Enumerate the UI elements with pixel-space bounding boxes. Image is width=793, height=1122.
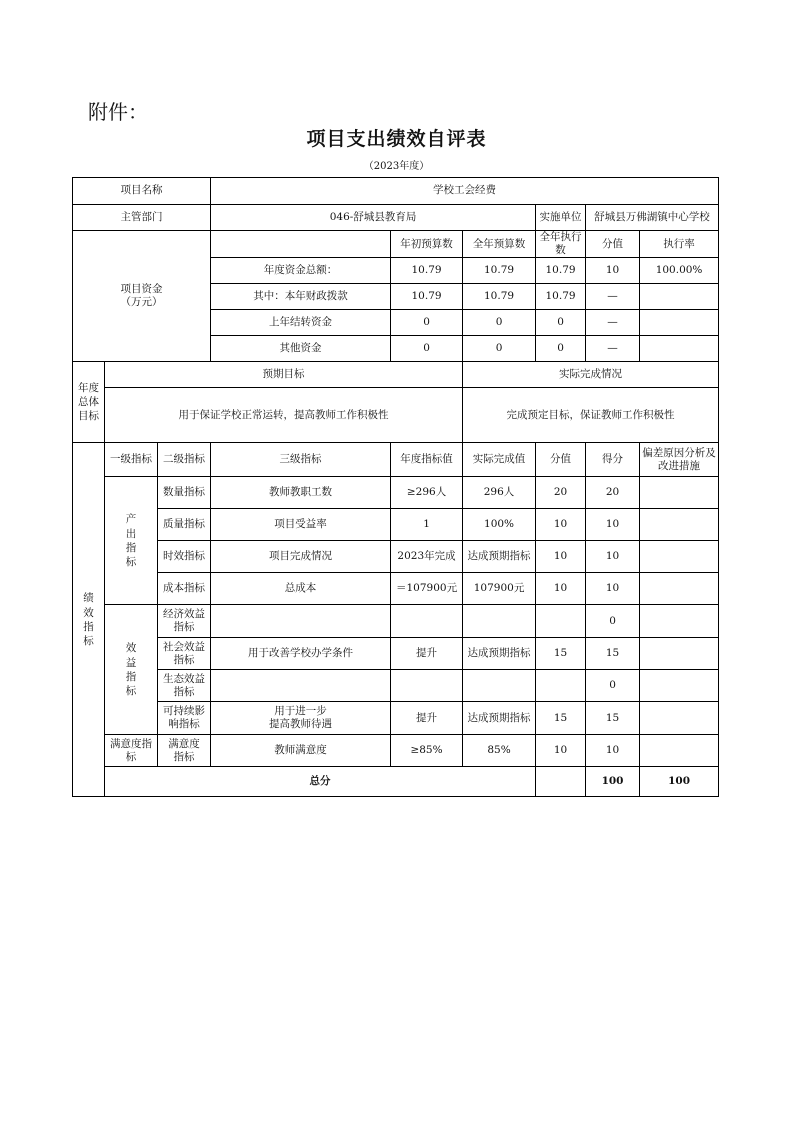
perf-header: 年度指标值 [391,443,463,477]
reason-cell [640,735,719,767]
actual-cell: 达成预期指标 [463,638,536,670]
funds-cell: — [586,284,640,310]
l3-cell: 教师教职工数 [211,477,391,509]
dept-value: 046-舒城县教育局 [211,205,536,231]
l2-cell: 时效指标 [158,541,211,573]
output-label-text: 产 出 指 标 [125,513,137,568]
funds-cell: — [586,310,640,336]
l2-cell [158,638,211,670]
l3-cell: 项目完成情况 [211,541,391,573]
score-cell: 15 [536,638,586,670]
goals-label [73,362,105,443]
funds-cell [640,284,719,310]
target-cell [391,605,463,638]
reason-cell [640,670,719,702]
target-cell [391,670,463,702]
funds-label-text: 项目资金 （万元） [120,283,163,309]
expected-goal: 用于保证学校正常运转，提高教师工作积极性 [105,388,463,443]
reason-cell [640,638,719,670]
target-cell: 提升 [391,638,463,670]
funds-row-label: 年度资金总额： [211,258,391,284]
funds-label [73,231,211,362]
l2-text: 可持续影 响指标 [163,705,206,731]
score-cell: 10 [536,509,586,541]
unit-label: 实施单位 [536,205,586,231]
l2-cell: 数量指标 [158,477,211,509]
actual-cell: 100% [463,509,536,541]
l2-cell: 质量指标 [158,509,211,541]
funds-row-label: 其中：本年财政拨款 [211,284,391,310]
actual-cell [463,670,536,702]
actual-cell: 107900元 [463,573,536,605]
satisfaction-label [105,735,158,767]
l2-cell: 成本指标 [158,573,211,605]
funds-header: 年初预算数 [391,231,463,258]
reason-cell [640,477,719,509]
benefit-label-text: 效 益 指 标 [125,642,137,697]
target-cell: 2023年完成 [391,541,463,573]
actual-cell: 85% [463,735,536,767]
reason-cell [640,541,719,573]
unit-value: 舒城县万佛湖镇中心学校 [586,205,719,231]
funds-cell: 0 [536,336,586,362]
project-name-label: 项目名称 [73,178,211,205]
funds-cell: 10.79 [463,258,536,284]
funds-cell: 10.79 [463,284,536,310]
funds-cell: 10.79 [391,258,463,284]
got-cell: 15 [586,702,640,735]
dept-label: 主管部门 [73,205,211,231]
l2-cell [158,670,211,702]
funds-row-label: 其他资金 [211,336,391,362]
reason-cell [640,702,719,735]
score-cell: 20 [536,477,586,509]
target-cell: ≥296人 [391,477,463,509]
total-score: 100 [586,767,640,797]
actual-cell: 达成预期指标 [463,541,536,573]
actual-cell: 达成预期指标 [463,702,536,735]
l2-text: 社会效益 指标 [163,640,206,666]
project-name-value: 学校工会经费 [211,178,719,205]
goals-label-text: 年度 总体 目标 [78,381,99,423]
funds-cell: — [586,336,640,362]
funds-cell: 0 [463,310,536,336]
l3-text: 用于进一步 提高教师待遇 [269,705,333,731]
target-cell: 提升 [391,702,463,735]
funds-cell [640,336,719,362]
reason-cell [640,573,719,605]
got-cell: 0 [586,605,640,638]
perf-header: 分值 [536,443,586,477]
target-cell: ＝107900元 [391,573,463,605]
l3-cell [211,605,391,638]
l3-cell: 用于改善学校办学条件 [211,638,391,670]
l2-text: 满意度 指标 [168,737,200,763]
perf-header: 三级指标 [211,443,391,477]
score-cell: 10 [536,735,586,767]
funds-header-blank [211,231,391,258]
l2-text: 生态效益 指标 [163,672,206,698]
perf-header [640,443,719,477]
funds-row-label: 上年结转资金 [211,310,391,336]
funds-cell: 10.79 [536,258,586,284]
l3-cell: 教师满意度 [211,735,391,767]
funds-header: 执行率 [640,231,719,258]
actual-cell [463,605,536,638]
reason-cell [640,509,719,541]
target-cell: 1 [391,509,463,541]
got-cell: 10 [586,735,640,767]
perf-header-text: 偏差原因分析及 改进措施 [642,446,716,472]
perf-header: 实际完成值 [463,443,536,477]
got-cell: 20 [586,477,640,509]
l2-text: 经济效益 指标 [163,608,206,634]
l3-cell: 项目受益率 [211,509,391,541]
funds-cell [640,310,719,336]
funds-cell: 10.79 [391,284,463,310]
satisfaction-label-text: 满意度指 标 [110,737,152,763]
perf-header: 一级指标 [105,443,158,477]
funds-cell: 10.79 [536,284,586,310]
score-cell: 10 [536,541,586,573]
page-title: 项目支出绩效自评表 [306,128,487,150]
actual-cell: 296人 [463,477,536,509]
funds-cell: 10 [586,258,640,284]
l3-cell [211,670,391,702]
funds-cell: 0 [391,310,463,336]
score-cell [536,670,586,702]
got-cell: 15 [586,638,640,670]
funds-cell: 0 [463,336,536,362]
l2-cell [158,605,211,638]
attachment-label: 附件： [88,100,148,124]
got-cell: 10 [586,573,640,605]
benefit-label [105,605,158,735]
score-cell: 10 [536,573,586,605]
target-cell: ≥85% [391,735,463,767]
expected-goal-header: 预期目标 [105,362,463,388]
got-cell: 10 [586,541,640,573]
funds-header: 分值 [586,231,640,258]
total-label: 总分 [105,767,536,797]
got-cell: 10 [586,509,640,541]
l2-cell [158,735,211,767]
score-cell [536,605,586,638]
self-evaluation-table [72,177,719,797]
total-got: 100 [640,767,719,797]
performance-label-text: 绩 效 指 标 [83,592,94,647]
l3-cell [211,702,391,735]
actual-goal: 完成预定目标，保证教师工作积极性 [463,388,719,443]
year-label: （2023年度） [363,161,430,172]
l3-cell: 总成本 [211,573,391,605]
perf-header: 得分 [586,443,640,477]
funds-cell: 0 [391,336,463,362]
score-cell: 15 [536,702,586,735]
got-cell: 0 [586,670,640,702]
performance-label [73,443,105,797]
output-label [105,477,158,605]
reason-cell [640,605,719,638]
funds-cell: 100.00% [640,258,719,284]
funds-header: 全年执行数 [536,231,586,258]
perf-header: 二级指标 [158,443,211,477]
actual-goal-header: 实际完成情况 [463,362,719,388]
l2-cell [158,702,211,735]
funds-cell: 0 [536,310,586,336]
total-blank [536,767,586,797]
funds-header: 全年预算数 [463,231,536,258]
